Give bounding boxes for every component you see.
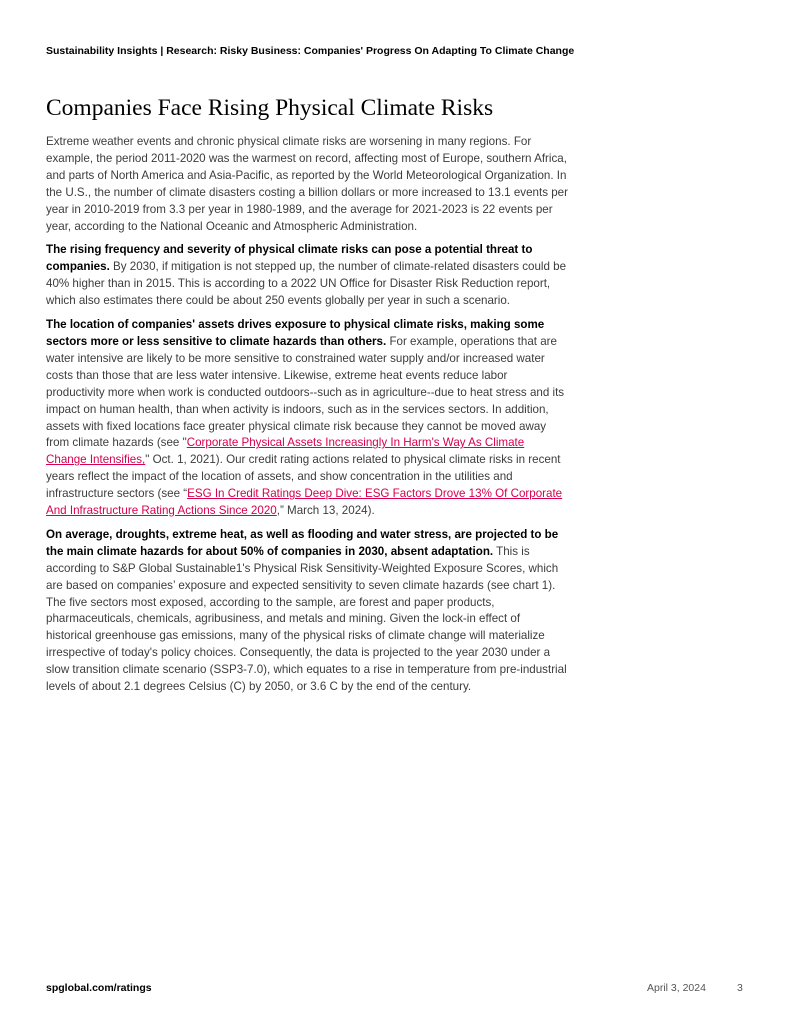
- footer-site: spglobal.com/ratings: [46, 982, 152, 994]
- paragraph-text: By 2030, if mitigation is not stepped up, the number of climate-related disasters could be 40% higher than in 2015. This is according to a 2022 UN Office for Disaster Risk Reduction report, which also estimates there could be about 250 events globally per year in such a scenario.: [46, 260, 567, 308]
- page-number: 3: [737, 982, 743, 994]
- link-corporate-physical-assets[interactable]: Corporate Physical Assets Increasingly In Harm's Way As Climate Change Intensifies,: [46, 436, 525, 467]
- paragraph-lead: The rising frequency and severity of physical climate risks can pose a potential threat to companies.: [46, 243, 533, 274]
- running-header: Sustainability Insights | Research: Risky Business: Companies' Progress On Adapting To Climate Change: [46, 45, 575, 57]
- link-esg-credit-ratings-deep-dive[interactable]: ESG In Credit Ratings Deep Dive: ESG Factors Drove 13% Of Corporate And Infrastructure Rating Actions Since 2020: [46, 487, 563, 518]
- paragraph-text: This is according to S&P Global Sustainable1's Physical Risk Sensitivity-Weighted Exposure Scores, which are based on companies’ exposure and expected sensitivity to seven climate hazards (see chart 1). The five sectors most exposed, according to the sample, are forest and paper products, pharmaceuticals, chemicals, agribusiness, and metals and mining. Given the lock-in effect of historical greenhouse gas emissions, many of the physical risks of climate change will materialize irrespective of today's policy choices. Consequently, the data is projected to the year 2030 under a slow transition climate scenario (SSP3-7.0), which equates to a rise in temperature from pre-industrial levels of about 2.1 degrees Celsius (C) by 2050, or 3.6 C by the end of the century.: [46, 544, 567, 694]
- paragraph-intro: Extreme weather events and chronic physical climate risks are worsening in many regions. For example, the period 2011-2020 was the warmest on record, affecting most of Europe, southern Africa, and parts of North America and Asia-Pacific, as reported by the World Meteorological Organization. In the U.S., the number of climate disasters costing a billion dollars or more increased to 13.1 events per year in 2010-2019 from 3.3 per year in 1980-1989, and the average for 2021-2023 is 22 events per year, according to the National Oceanic and Atmospheric Administration.: [46, 135, 568, 233]
- section-title: Companies Face Rising Physical Climate Risks: [46, 95, 494, 121]
- paragraph-text: " Oct. 1, 2021). Our credit rating actions related to physical climate risks in recent years reflect the impact of the location of assets, and show concentration in the utilities and infrastructure sectors (see “: [46, 453, 561, 501]
- footer-date: April 3, 2024: [647, 982, 706, 994]
- paragraph-lead: The location of companies' assets drives exposure to physical climate risks, making some sectors more or less sensitive to climate hazards than others.: [46, 318, 545, 348]
- article-body: [46, 93, 568, 703]
- paragraph-text: ,” March 13, 2024).: [276, 504, 375, 518]
- paragraph-frequency: [46, 242, 568, 310]
- paragraph-location: [46, 317, 568, 520]
- paragraph-text: For example, operations that are water intensive are likely to be more sensitive to constrained water supply and/or increased water costs than those that are less water intensive. Likewise, extreme heat events reduce labor productivity more when work is conducted outdoors--such as in agriculture--due to heat stress and its impact on human health, than when activity is indoors, such as in the services sectors. In addition, assets with fixed locations face greater physical climate risk because they cannot be moved away from climate hazards (see ": [46, 334, 565, 450]
- paragraph-lead: On average, droughts, extreme heat, as well as flooding and water stress, are projected to be the main climate hazards for about 50% of companies in 2030, absent adaptation.: [46, 527, 559, 558]
- paragraph-hazards: [46, 527, 568, 696]
